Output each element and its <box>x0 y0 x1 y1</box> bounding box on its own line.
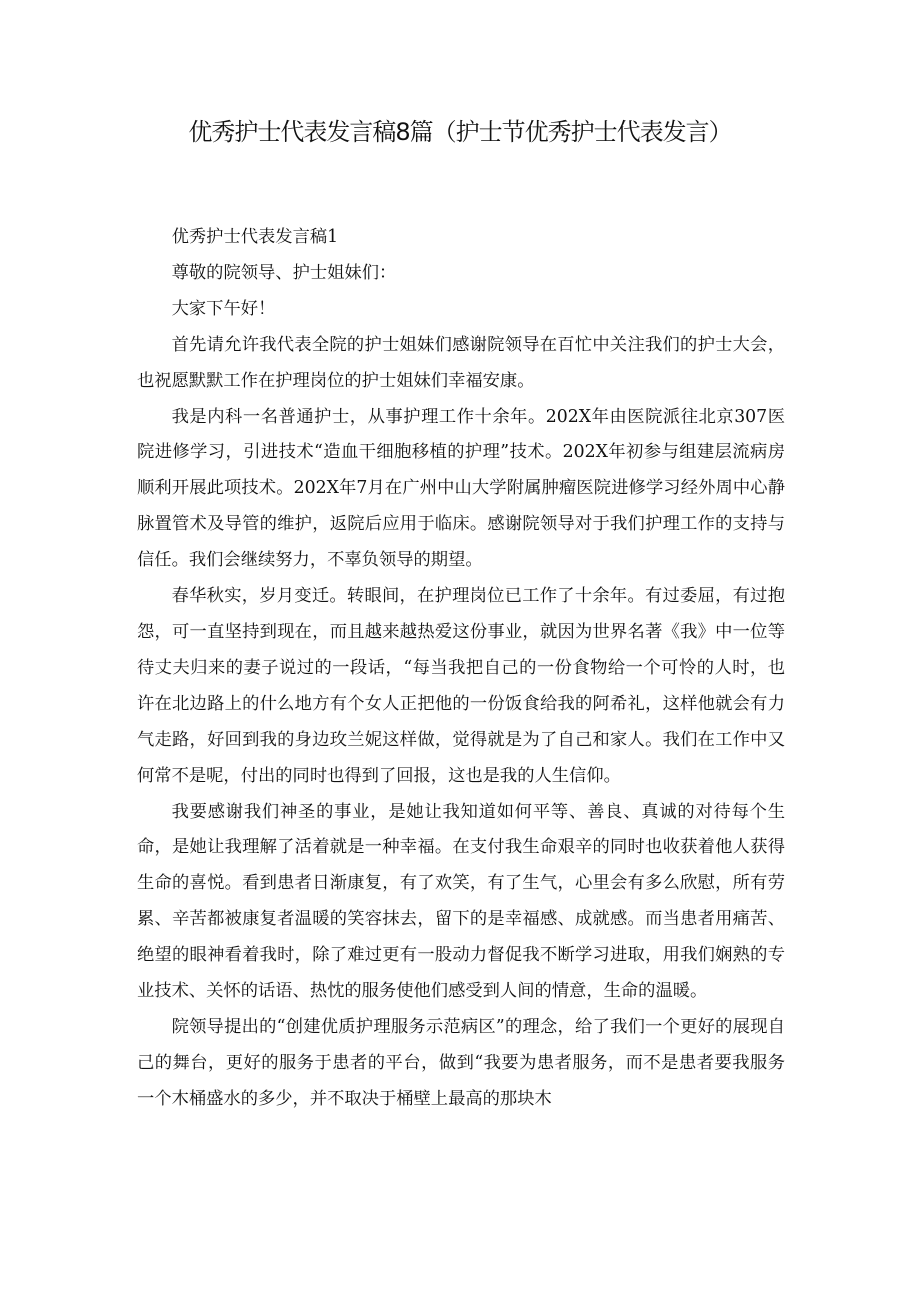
document-title: 优秀护士代表发言稿8篇（护士节优秀护士代表发言） <box>188 118 732 146</box>
document-body <box>137 220 785 1118</box>
paragraph-gratitude: 我要感谢我们神圣的事业，是她让我知道如何平等、善良、真诚的对待每个生命，是她让我理解了活着就是一种幸福。在支付我生命艰辛的同时也收获着他人获得生命的喜悦。看到患者日渐康复，有了欢笑，有了生气，心里会有多么欣慰，所有劳累、辛苦都被康复者温暖的笑容抹去，留下的是幸福感、成就感。而当患者用痛苦、绝望的眼神看着我时，除了难过更有一股动力督促我不断学习进取，用我们娴熟的专业技术、关怀的话语、热忱的服务使他们感受到人间的情意，生命的温暖。 <box>137 801 785 1002</box>
section-heading: 优秀护士代表发言稿1 <box>171 227 339 247</box>
paragraph-experience: 我是内科一名普通护士，从事护理工作十余年。202X年由医院派往北京307医院进修学习，引进技术“造血干细胞移植的护理”技术。202X年初参与组建层流病房顺利开展此项技术。202X年7月在广州中山大学附属肿瘤医院进修学习经外周中心静脉置管术及导管的维护，返院后应用于临床。感谢院领导对于我们护理工作的支持与信任。我们会继续努力，不辜负领导的期望。 <box>137 406 785 571</box>
greeting: 大家下午好！ <box>171 298 276 319</box>
salutation: 尊敬的院领导、护士姐妹们： <box>171 262 397 283</box>
paragraph-intro: 首先请允许我代表全院的护士姐妹们感谢院领导在百忙中关注我们的护士大会，也祝愿默默工作在护理岗位的护士姐妹们幸福安康。 <box>137 334 785 391</box>
paragraph-quality-care: 院领导提出的“创建优质护理服务示范病区”的理念，给了我们一个更好的展现自己的舞台，更好的服务于患者的平台，做到“我要为患者服务，而不是患者要我服务一个木桶盛水的多少，并不取决于桶壁上最高的那块木 <box>137 1016 785 1109</box>
paragraph-reflection: 春华秋实，岁月变迁。转眼间，在护理岗位已工作了十余年。有过委屈，有过抱怨，可一直坚持到现在，而且越来越热爱这份事业，就因为世界名著《我》中一位等待丈夫归来的妻子说过的一段话，“每当我把自己的一份食物给一个可怜的人时，也许在北边路上的什么地方有个女人正把他的一份饭食给我的阿希礼，这样他就会有力气走路，好回到我的身边玫兰妮这样做，觉得就是为了自己和家人。我们在工作中又何常不是呢，付出的同时也得到了回报，这也是我的人生信仰。 <box>137 586 785 786</box>
